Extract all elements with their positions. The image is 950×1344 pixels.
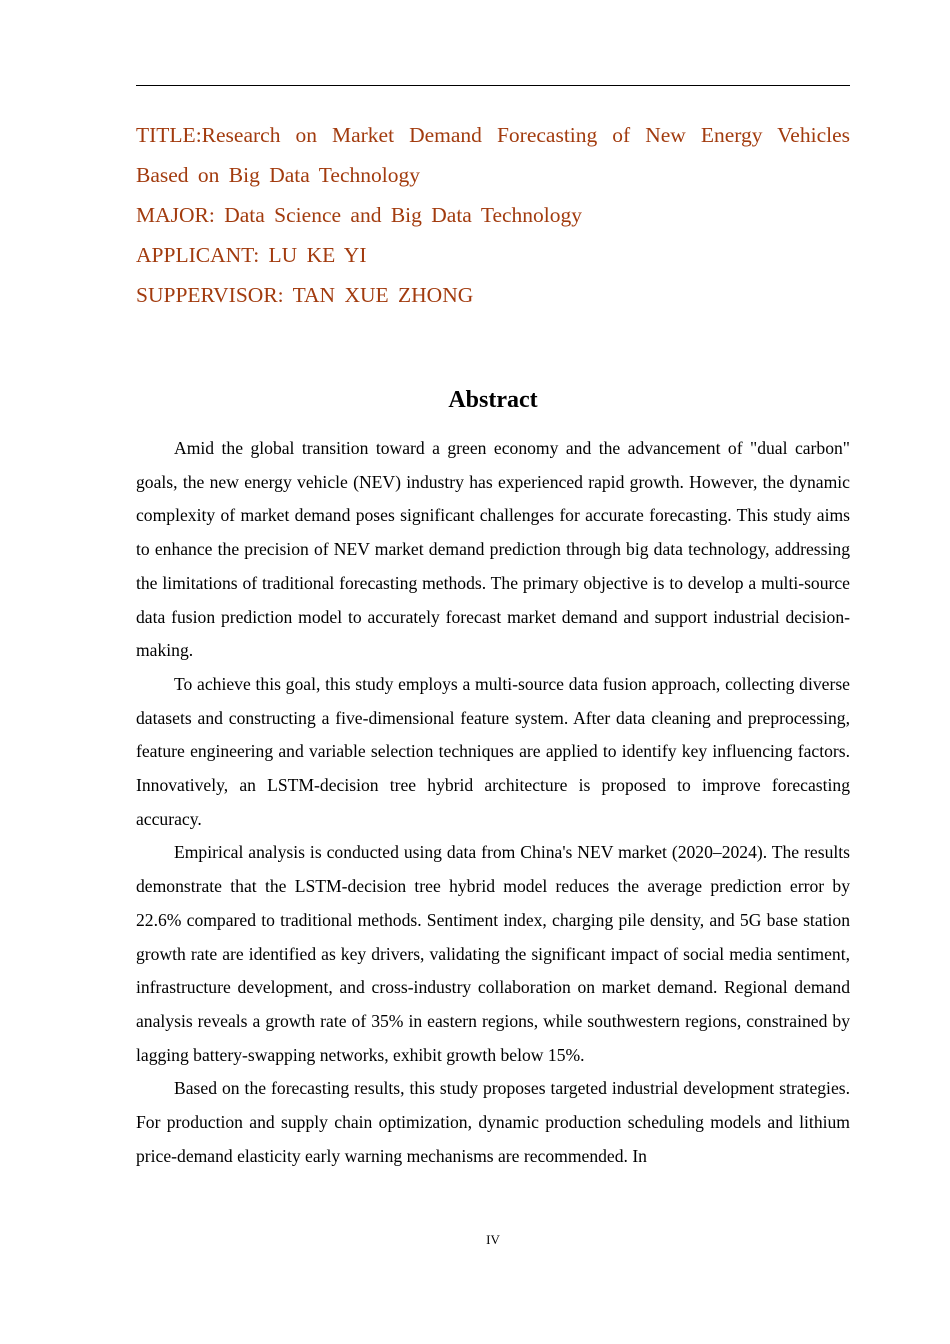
abstract-paragraph-3: Empirical analysis is conducted using data from China's NEV market (2020–2024). The results demonstrate that the LSTM-decision tree hybrid model reduces the average prediction error by 22.6% compared to traditional methods. Sentiment index, charging pile density, and 5G base station growth rate are identified as key drivers, validating the significant impact of social media sentiment, infrastructure development, and cross-industry collaboration on market demand. Regional demand analysis reveals a growth rate of 35% in eastern regions, while southwestern regions, constrained by lagging battery-swapping networks, exhibit growth below 15%. <box>136 842 850 1065</box>
abstract-paragraph-4: Based on the forecasting results, this study proposes targeted industrial development strategies. For production and supply chain optimization, dynamic production scheduling models and lithium price-demand elasticity early warning mechanisms are recommended. In <box>136 1078 850 1166</box>
major-line: MAJOR: Data Science and Big Data Technology <box>136 203 583 227</box>
title-line-2: Based on Big Data Technology <box>136 163 420 187</box>
abstract-paragraph-1: Amid the global transition toward a green economy and the advancement of "dual carbon" goals, the new energy vehicle (NEV) industry has experienced rapid growth. However, the dynamic complexity of market demand poses significant challenges for accurate forecasting. This study aims to enhance the precision of NEV market demand prediction through big data technology, addressing the limitations of traditional forecasting methods. The primary objective is to develop a multi-source data fusion prediction model to accurately forecast market demand and support industrial decision-making. <box>136 438 850 661</box>
supervisor-line: SUPPERVISOR: TAN XUE ZHONG <box>136 283 474 307</box>
page-number: IV <box>486 1232 500 1247</box>
applicant-line: APPLICANT: LU KE YI <box>136 243 367 267</box>
thesis-metadata <box>136 115 850 315</box>
title-line-1: TITLE:Research on Market Demand Forecasting of New Energy Vehicles <box>136 123 850 147</box>
abstract-body <box>136 432 850 1173</box>
header-rule <box>136 85 850 86</box>
abstract-paragraph-2: To achieve this goal, this study employs a multi-source data fusion approach, collecting diverse datasets and constructing a five-dimensional feature system. After data cleaning and preprocessing, feature engineering and variable selection techniques are applied to identify key influencing factors. Innovatively, an LSTM-decision tree hybrid architecture is proposed to improve forecasting accuracy. <box>136 673 850 829</box>
abstract-heading: Abstract <box>448 387 538 413</box>
